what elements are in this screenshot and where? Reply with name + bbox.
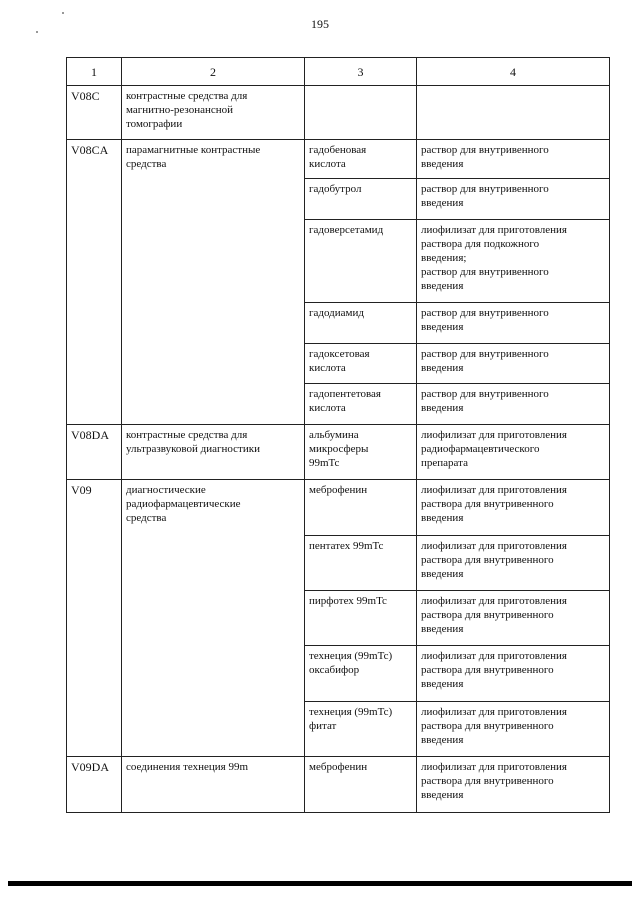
- header-row: [67, 58, 610, 86]
- cell-line: гадоверсетамид: [309, 224, 384, 236]
- drug-name-cell: [305, 425, 417, 480]
- group-description-cell: [122, 757, 305, 813]
- cell-line: микросферы: [309, 443, 369, 455]
- cell-line: гадоксетовая: [309, 348, 370, 360]
- group-description-cell: [122, 480, 305, 757]
- cell-line: раствора для внутривенного: [421, 609, 554, 621]
- cell-line: соединения технеция 99m: [126, 761, 249, 773]
- drug-name-cell: [305, 140, 417, 179]
- cell-line: раствор для внутривенного: [421, 307, 549, 319]
- dosage-form-cell: [417, 425, 610, 480]
- cell-line: пирфотех 99mTc: [309, 595, 387, 607]
- atc-code-cell: V09DA: [67, 757, 122, 813]
- cell-line: раствор для внутривенного: [421, 388, 549, 400]
- cell-line: раствора для внутривенного: [421, 664, 554, 676]
- drug-name-cell: [305, 220, 417, 303]
- dosage-form-cell: [417, 344, 610, 384]
- atc-code-cell: V09: [67, 480, 122, 757]
- cell-line: раствор для внутривенного: [421, 144, 549, 156]
- cell-line: введения: [421, 623, 464, 635]
- cell-line: диагностические: [126, 484, 206, 496]
- cell-line: гадобеновая: [309, 144, 367, 156]
- dosage-form-cell: [417, 220, 610, 303]
- table-row: [67, 140, 610, 179]
- dosage-form-cell: [417, 86, 610, 140]
- cell-line: раствор для внутривенного: [421, 348, 549, 360]
- cell-line: радиофармацевтического: [421, 443, 540, 455]
- header-cell-2: 2: [122, 58, 305, 86]
- cell-line: введения: [421, 512, 464, 524]
- cell-line: введения: [421, 197, 464, 209]
- cell-line: введения: [421, 789, 464, 801]
- cell-line: альбумина: [309, 429, 359, 441]
- cell-line: раствора для внутривенного: [421, 775, 554, 787]
- cell-line: кислота: [309, 402, 346, 414]
- cell-line: введения: [421, 280, 464, 292]
- cell-line: кислота: [309, 362, 346, 374]
- cell-line: раствора для подкожного: [421, 238, 540, 250]
- cell-line: контрастные средства для: [126, 90, 248, 102]
- cell-line: радиофармацевтические: [126, 498, 241, 510]
- cell-line: раствор для внутривенного: [421, 266, 549, 278]
- cell-line: контрастные средства для: [126, 429, 248, 441]
- dosage-form-cell: [417, 179, 610, 220]
- dosage-form-cell: [417, 480, 610, 536]
- cell-line: технеция (99mTc): [309, 650, 393, 662]
- cell-line: введения: [421, 734, 464, 746]
- cell-line: лиофилизат для приготовления: [421, 706, 567, 718]
- drug-table-body: [67, 58, 610, 813]
- cell-line: гадобутрол: [309, 183, 362, 195]
- drug-name-cell: [305, 757, 417, 813]
- table-row: [67, 480, 610, 536]
- drug-name-cell: [305, 646, 417, 702]
- page-footer-bar: [8, 881, 632, 886]
- dosage-form-cell: [417, 757, 610, 813]
- cell-line: раствора для внутривенного: [421, 720, 554, 732]
- scan-speck: [36, 31, 38, 33]
- atc-code-cell: V08CA: [67, 140, 122, 425]
- atc-code-cell: V08DA: [67, 425, 122, 480]
- group-description-cell: [122, 425, 305, 480]
- cell-line: раствор для внутривенного: [421, 183, 549, 195]
- cell-line: 99mTc: [309, 457, 340, 469]
- table-row: [67, 757, 610, 813]
- page-number: 195: [311, 17, 329, 31]
- scan-speck: [62, 12, 64, 14]
- cell-line: средства: [126, 512, 167, 524]
- group-description-cell: [122, 86, 305, 140]
- cell-line: парамагнитные контрастные: [126, 144, 261, 156]
- dosage-form-cell: [417, 591, 610, 646]
- header-cell-3: 3: [305, 58, 417, 86]
- header-cell-4: 4: [417, 58, 610, 86]
- cell-line: введения;: [421, 252, 467, 264]
- dosage-form-cell: [417, 536, 610, 591]
- cell-line: введения: [421, 402, 464, 414]
- dosage-form-cell: [417, 384, 610, 425]
- dosage-form-cell: [417, 646, 610, 702]
- cell-line: раствора для внутривенного: [421, 554, 554, 566]
- cell-line: кислота: [309, 158, 346, 170]
- cell-line: гадопентетовая: [309, 388, 381, 400]
- cell-line: ультразвуковой диагностики: [126, 443, 260, 455]
- cell-line: томографии: [126, 118, 183, 130]
- drug-table: [66, 57, 610, 813]
- cell-line: оксабифор: [309, 664, 360, 676]
- cell-line: технеция (99mTc): [309, 706, 393, 718]
- drug-name-cell: [305, 702, 417, 757]
- drug-name-cell: [305, 536, 417, 591]
- table-row: [67, 86, 610, 140]
- cell-line: гадодиамид: [309, 307, 364, 319]
- cell-line: лиофилизат для приготовления: [421, 650, 567, 662]
- cell-line: лиофилизат для приготовления: [421, 761, 567, 773]
- drug-name-cell: [305, 179, 417, 220]
- cell-line: лиофилизат для приготовления: [421, 595, 567, 607]
- cell-line: введения: [421, 678, 464, 690]
- cell-line: пентатех 99mTc: [309, 540, 384, 552]
- dosage-form-cell: [417, 303, 610, 344]
- atc-code-cell: V08C: [67, 86, 122, 140]
- header-cell-1: 1: [67, 58, 122, 86]
- cell-line: средства: [126, 158, 167, 170]
- cell-line: меброфенин: [309, 484, 368, 496]
- drug-name-cell: [305, 480, 417, 536]
- cell-line: фитат: [309, 720, 337, 732]
- dosage-form-cell: [417, 702, 610, 757]
- drug-name-cell: [305, 384, 417, 425]
- cell-line: препарата: [421, 457, 468, 469]
- drug-name-cell: [305, 591, 417, 646]
- table-row: [67, 425, 610, 480]
- group-description-cell: [122, 140, 305, 425]
- cell-line: введения: [421, 568, 464, 580]
- drug-name-cell: [305, 344, 417, 384]
- cell-line: лиофилизат для приготовления: [421, 540, 567, 552]
- cell-line: введения: [421, 362, 464, 374]
- cell-line: введения: [421, 321, 464, 333]
- cell-line: лиофилизат для приготовления: [421, 224, 567, 236]
- drug-name-cell: [305, 86, 417, 140]
- cell-line: введения: [421, 158, 464, 170]
- cell-line: лиофилизат для приготовления: [421, 484, 567, 496]
- dosage-form-cell: [417, 140, 610, 179]
- cell-line: лиофилизат для приготовления: [421, 429, 567, 441]
- drug-name-cell: [305, 303, 417, 344]
- cell-line: магнитно-резонансной: [126, 104, 234, 116]
- cell-line: меброфенин: [309, 761, 368, 773]
- cell-line: раствора для внутривенного: [421, 498, 554, 510]
